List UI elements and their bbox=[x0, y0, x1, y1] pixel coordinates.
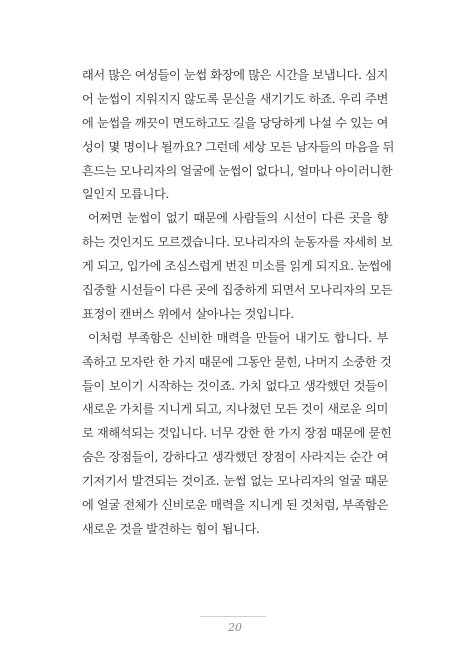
text-line: 새로운 것을 발견하는 힘이 됩니다. bbox=[82, 521, 260, 536]
text-line: 에 눈썹을 깨끗이 면도하고도 길을 당당하게 나설 수 있는 여 bbox=[82, 115, 388, 130]
text-line: 로 재해석되는 것입니다. 너무 강한 한 가지 장점 때문에 묻힌 bbox=[82, 426, 392, 441]
footer-rule bbox=[200, 616, 266, 617]
text-line: 일인지 모릅니다. bbox=[82, 187, 170, 202]
text-line: 집중할 시선들이 다른 곳에 집중하게 되면서 모나리자의 모든 bbox=[82, 283, 393, 298]
text-line: 숨은 장점들이, 강하다고 생각했던 장점이 사라지는 순간 여 bbox=[82, 450, 388, 465]
paragraph-1 bbox=[82, 64, 395, 207]
text-line: 들이 보이기 시작하는 것이죠. 가치 없다고 생각했던 것들이 bbox=[82, 378, 388, 393]
paragraph-3 bbox=[82, 327, 392, 542]
text-line: 표정이 캔버스 위에서 살아나는 것입니다. bbox=[82, 306, 294, 321]
text-line: 어 눈썹이 지워지지 않도록 문신을 새기기도 하죠. 우리 주변 bbox=[82, 91, 388, 106]
text-line: 성이 몇 명이나 될까요? 그런데 세상 모든 남자들의 마음을 뒤 bbox=[82, 139, 395, 154]
paragraph-2 bbox=[82, 207, 393, 326]
text-line: 하는 것인지도 모르겠습니다. 모나리자의 눈동자를 자세히 보 bbox=[82, 235, 393, 250]
body-text bbox=[82, 64, 395, 542]
text-line: 흔드는 모나리자의 얼굴에 눈썹이 없다니, 얼마나 아이러니한 bbox=[82, 163, 393, 178]
text-line: 게 되고, 입가에 조심스럽게 번진 미소를 읽게 되지요. 눈썹에 bbox=[82, 259, 392, 274]
text-line: 기저기서 발견되는 것이죠. 눈썹 없는 모나리자의 얼굴 때문 bbox=[82, 474, 388, 489]
text-line: 래서 많은 여성들이 눈썹 화장에 많은 시간을 보냅니다. 심지 bbox=[82, 68, 388, 82]
text-line: 에 얼굴 전체가 신비로운 매력을 지니게 된 것처럼, 부족함은 bbox=[82, 498, 388, 513]
page-number: 20 bbox=[228, 621, 242, 634]
text-line: 새로운 가치를 지니게 되고, 지나쳤던 모든 것이 새로운 의미 bbox=[82, 402, 388, 417]
text-line: 족하고 모자란 한 가지 때문에 그동안 묻힌, 나머지 소중한 것 bbox=[82, 354, 392, 369]
text-line: 이처럼 부족함은 신비한 매력을 만들어 내기도 합니다. 부 bbox=[88, 330, 388, 345]
text-line: 어쩌면 눈썹이 없기 때문에 사람들의 시선이 다른 곳을 향 bbox=[88, 211, 388, 226]
